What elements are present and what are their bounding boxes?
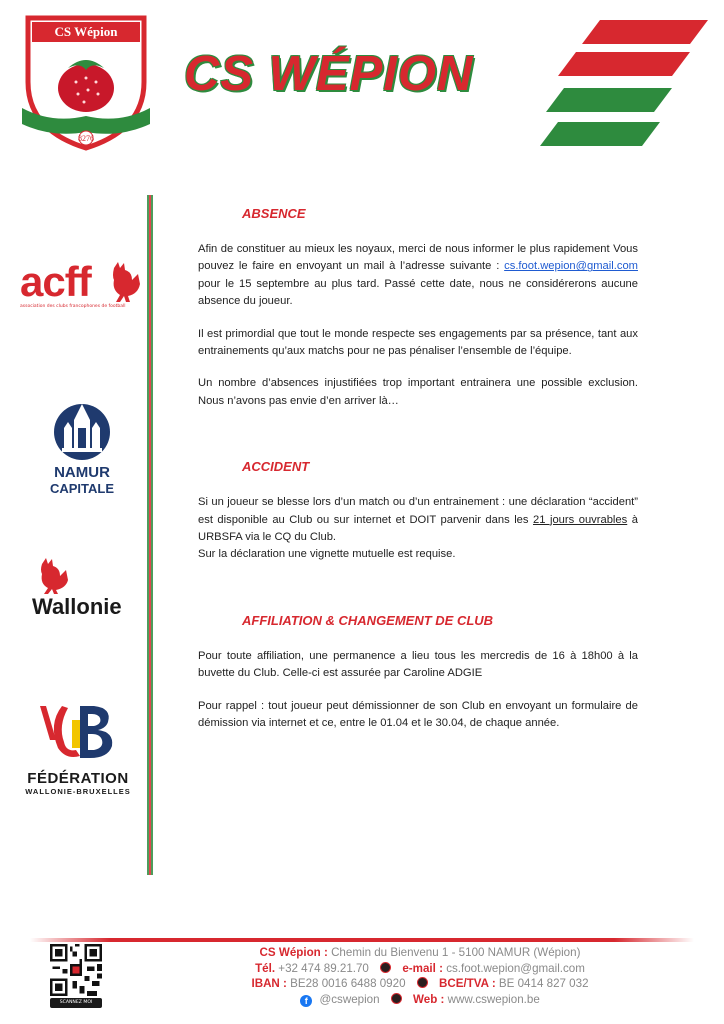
phone-label: Tél.	[255, 961, 276, 975]
accident-p1-line2: Sur la déclaration une vignette mutuelle est requise.	[198, 548, 456, 561]
iban-label: IBAN :	[251, 977, 287, 990]
football-icon	[417, 977, 428, 988]
affiliation-paragraph-2: Pour rappel : tout joueur peut démissionner de son Club en envoyant un formulaire de démission via internet et ce, entre le 01.04 et le 30.04, de chaque année.	[198, 699, 638, 730]
section-title-absence: ABSENCE	[242, 206, 306, 221]
web-label: Web :	[413, 992, 445, 1006]
namur-line2: CAPITALE	[49, 481, 115, 496]
footer-contact	[140, 945, 700, 1007]
acff-subtitle: association des clubs francophones de football	[20, 304, 126, 309]
acff-name: acff	[20, 258, 91, 305]
accident-p1-text-after: à URBSFA via le CQ du Club.	[198, 513, 638, 544]
fwb-line2: WALLONIE-BRUXELLES	[25, 787, 131, 796]
crest-number: 8276	[78, 134, 94, 143]
fwb-line1: FÉDÉRATION	[27, 770, 129, 787]
facebook-handle[interactable]: @cswepion	[319, 992, 380, 1006]
qr-code[interactable]	[50, 944, 102, 996]
phone-value: +32 474 89.21.70	[278, 961, 369, 975]
club-crest	[18, 12, 154, 152]
wallonie-logo	[30, 556, 130, 626]
rooster-icon	[108, 260, 142, 302]
football-icon	[391, 993, 402, 1004]
facebook-icon: f	[300, 995, 312, 1007]
footer-divider	[30, 938, 694, 942]
affiliation-paragraph-1: Pour toute affiliation, une permanence a lieu tous les mercredis de 16 à 18h00 à la buvette du Club. Celle-ci est assurée par Caroline ADGIE	[198, 649, 638, 680]
decorative-stripes	[540, 14, 710, 154]
accident-paragraph-1	[198, 494, 638, 564]
absence-paragraph-3: Un nombre d’absences injustifiées trop important entrainera une possible exclusion. Nous n’avons pas envie d’en arriver là…	[198, 377, 638, 407]
acff-logo	[20, 258, 140, 318]
section-title-affiliation: AFFILIATION & CHANGEMENT DE CLUB	[242, 612, 494, 628]
absence-p1-text: Afin de constituer au mieux les noyaux, merci de nous informer le plus rapidement Vous pouvez le faire en envoyant un mail à l’adresse suivante :	[198, 243, 638, 273]
wallonie-name: Wallonie	[32, 594, 122, 619]
accident-deadline: 21 jours ouvrables	[533, 513, 628, 526]
namur-line1: NAMUR	[54, 464, 110, 481]
bce-value: BE 0414 827 032	[498, 977, 589, 990]
bce-label: BCE/TVA :	[439, 977, 496, 990]
namur-capitale-logo	[34, 398, 130, 498]
footer-bank-line	[140, 976, 700, 992]
crest-text: CS Wépion	[54, 24, 118, 39]
fwb-symbol-icon	[36, 700, 120, 764]
section-title-accident: ACCIDENT	[242, 459, 310, 475]
club-title: CS WÉPION	[184, 47, 474, 101]
wallonie-rooster-icon	[34, 556, 74, 594]
absence-paragraph-2: Il est primordial que tout le monde respecte ses engagements par sa présence, tant aux entrainements qu’aux matchs pour ne pas pénaliser l’ensemble de l’équipe.	[198, 327, 638, 358]
club-email-link[interactable]: cs.foot.wepion@gmail.com	[504, 260, 638, 273]
vertical-divider	[147, 195, 153, 875]
footer-address-line	[140, 945, 700, 961]
namur-castle-icon	[52, 398, 112, 462]
email-label: e-mail :	[402, 961, 443, 975]
federation-wallonie-bruxelles-logo	[18, 700, 138, 810]
absence-p1-text-after: pour le 15 septembre au plus tard. Passé cette date, nous ne considérerons aucune absence du joueur.	[198, 277, 638, 308]
main-content	[198, 206, 638, 748]
footer-phone-line	[140, 961, 700, 977]
qr-caption: SCANNEZ MOI	[50, 998, 102, 1008]
iban-value: BE28 0016 6488 0920	[290, 977, 406, 990]
website-link[interactable]: www.cswepion.be	[447, 992, 540, 1006]
address-value: Chemin du Bienvenu 1 - 5100 NAMUR (Wépion)	[331, 946, 581, 959]
footer-web-line	[140, 992, 700, 1008]
accident-p1-text: Si un joueur se blesse lors d’un match ou d’un entrainement : une déclaration “accident” est disponible au Club ou sur internet et DOIT parvenir dans les	[198, 496, 638, 526]
absence-paragraph-1	[198, 241, 638, 311]
email-value[interactable]: cs.foot.wepion@gmail.com	[446, 961, 585, 975]
address-label: CS Wépion :	[259, 946, 328, 959]
football-icon	[380, 962, 391, 973]
